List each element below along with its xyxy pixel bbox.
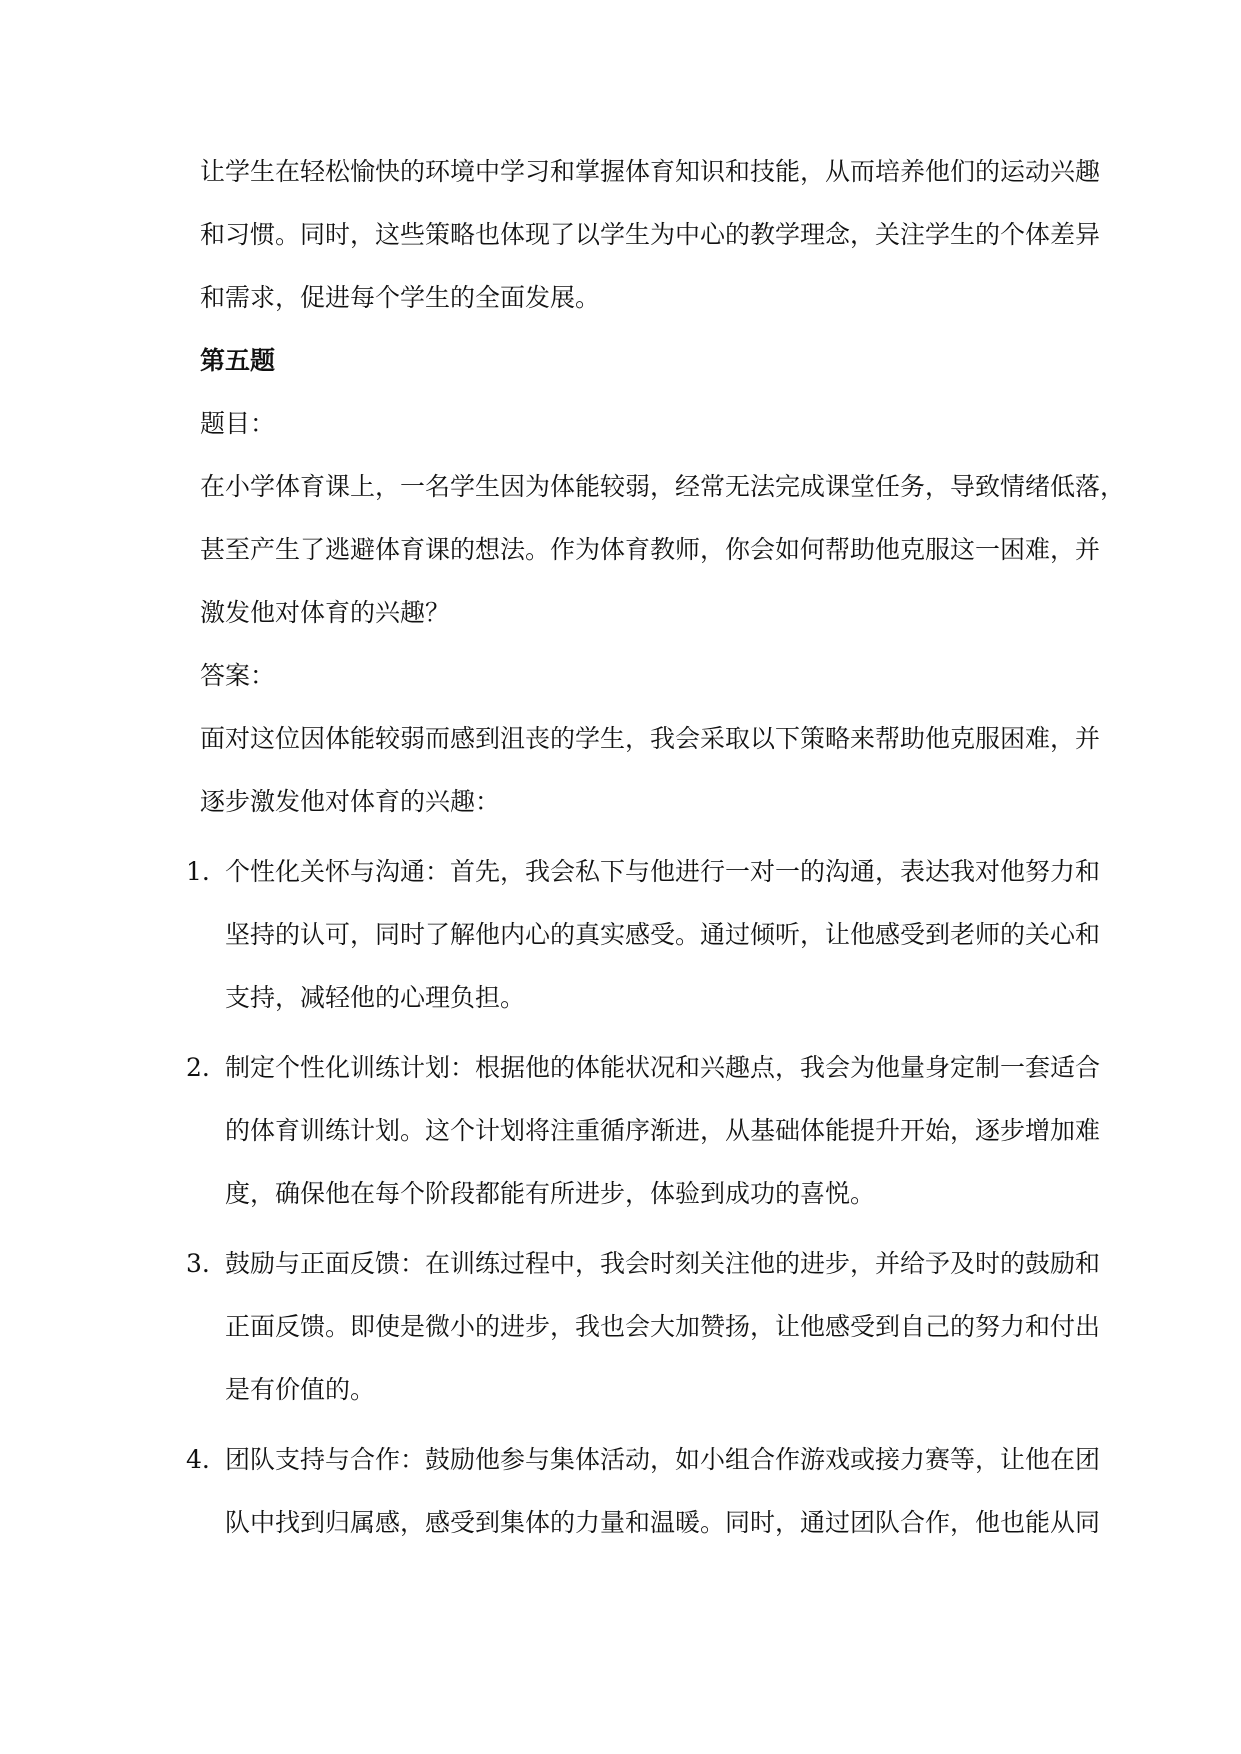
text-line: 坚持的认可，同时了解他内心的真实感受。通过倾听，让他感受到老师的关心和 <box>225 920 1101 949</box>
text-line: 面对这位因体能较弱而感到沮丧的学生，我会采取以下策略来帮助他克服困难，并 <box>200 724 1101 753</box>
text-line: 和习惯。同时，这些策略也体现了以学生为中心的教学理念，关注学生的个体差异 <box>200 220 1101 249</box>
document-body <box>186 140 1126 1554</box>
list-item-number: 1. <box>186 857 210 886</box>
text-line: 个性化关怀与沟通：首先，我会私下与他进行一对一的沟通，表达我对他努力和 <box>225 857 1101 886</box>
text-line: 正面反馈。即使是微小的进步，我也会大加赞扬，让他感受到自己的努力和付出 <box>225 1312 1101 1341</box>
list-item-number: 4. <box>186 1445 210 1474</box>
text-line: 逐步激发他对体育的兴趣： <box>200 787 501 816</box>
text-line: 激发他对体育的兴趣？ <box>200 598 451 627</box>
list-item-number: 3. <box>186 1249 210 1278</box>
text-line: 队中找到归属感，感受到集体的力量和温暖。同时，通过团队合作，他也能从同 <box>225 1508 1101 1537</box>
section-heading: 第五题 <box>200 346 276 375</box>
list-item-number: 2. <box>186 1053 210 1082</box>
question-label: 题目： <box>200 409 276 438</box>
strategy-list <box>186 840 1101 1554</box>
text-line: 和需求，促进每个学生的全面发展。 <box>200 283 601 312</box>
text-line: 在小学体育课上，一名学生因为体能较弱，经常无法完成课堂任务，导致情绪低落， <box>200 472 1126 501</box>
list-item <box>186 1036 1101 1225</box>
answer-label: 答案： <box>200 661 276 690</box>
text-line: 让学生在轻松愉快的环境中学习和掌握体育知识和技能，从而培养他们的运动兴趣 <box>200 157 1101 186</box>
question-paragraph <box>200 455 1126 644</box>
list-item <box>186 1232 1101 1421</box>
text-line: 鼓励与正面反馈：在训练过程中，我会时刻关注他的进步，并给予及时的鼓励和 <box>225 1249 1101 1278</box>
text-line: 度，确保他在每个阶段都能有所进步，体验到成功的喜悦。 <box>225 1179 876 1208</box>
text-line: 支持，减轻他的心理负担。 <box>225 983 526 1012</box>
text-line: 的体育训练计划。这个计划将注重循序渐进，从基础体能提升开始，逐步增加难 <box>225 1116 1101 1145</box>
text-line: 甚至产生了逃避体育课的想法。作为体育教师，你会如何帮助他克服这一困难，并 <box>200 535 1101 564</box>
answer-intro-paragraph <box>200 707 1101 833</box>
text-line: 是有价值的。 <box>225 1375 376 1404</box>
list-item <box>186 840 1101 1029</box>
text-line: 团队支持与合作：鼓励他参与集体活动，如小组合作游戏或接力赛等，让他在团 <box>225 1445 1101 1474</box>
text-line: 制定个性化训练计划：根据他的体能状况和兴趣点，我会为他量身定制一套适合 <box>225 1053 1101 1082</box>
intro-paragraph <box>200 140 1101 329</box>
list-item <box>186 1428 1101 1554</box>
